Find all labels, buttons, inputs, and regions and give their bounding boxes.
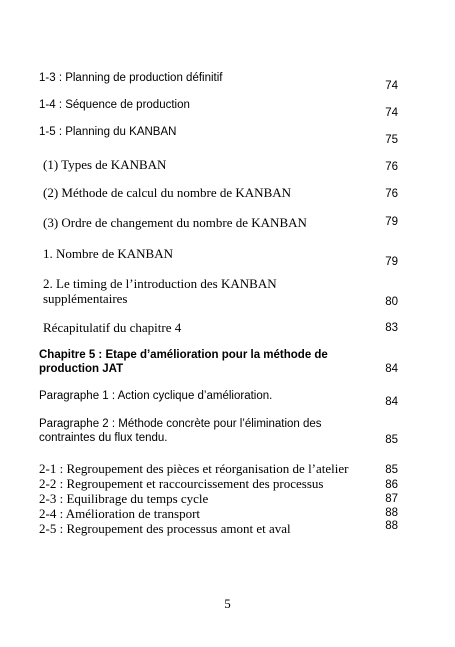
toc-entry-paragraphe2-line1: Paragraphe 2 : Méthode concrète pour l’élimination des (39, 418, 322, 430)
toc-page-paragraphe1: 84 (385, 396, 398, 408)
toc-page-2-2: 86 (385, 479, 398, 491)
toc-chapter5-line2: production JAT (39, 363, 124, 375)
toc-page-1-5: 75 (385, 134, 398, 146)
toc-page-1-4: 74 (385, 107, 398, 119)
toc-page-2-5: 88 (385, 520, 398, 532)
toc-entry-methode-calcul: (2) Méthode de calcul du nombre de KANBAN (43, 185, 292, 200)
toc-page-methode-calcul: 76 (385, 188, 398, 200)
toc-page-chapter5: 84 (385, 363, 398, 375)
toc-entry-recap-ch4: Récapitulatif du chapitre 4 (43, 320, 182, 335)
toc-page-types-kanban: 76 (385, 161, 398, 173)
toc-entry-1-4: 1-4 : Séquence de production (39, 99, 190, 111)
toc-entry-timing-line2: supplémentaires (43, 291, 128, 306)
toc-entry-paragraphe1: Paragraphe 1 : Action cyclique d’amélioration. (39, 390, 273, 402)
toc-entry-types-kanban: (1) Types de KANBAN (43, 157, 167, 172)
toc-entry-2-2: 2-2 : Regroupement et raccourcissement des processus (39, 476, 324, 491)
toc-entry-paragraphe2-line2: contraintes du flux tendu. (39, 432, 168, 444)
toc-entry-2-4: 2-4 : Amélioration de transport (39, 506, 201, 521)
toc-entry-2-5: 2-5 : Regroupement des processus amont et aval (39, 521, 291, 536)
toc-page-2-4: 88 (385, 507, 398, 519)
toc-page-2-3: 87 (385, 493, 398, 505)
toc-entry-1-3: 1-3 : Planning de production définitif (39, 72, 223, 84)
toc-page-nombre-kanban: 79 (385, 256, 398, 268)
page-number: 5 (224, 596, 231, 611)
toc-entry-2-3: 2-3 : Equilibrage du temps cycle (39, 491, 209, 506)
toc-page-ordre-changement: 79 (385, 216, 398, 228)
toc-entry-ordre-changement: (3) Ordre de changement du nombre de KANBAN (43, 215, 307, 230)
toc-page-1-3: 74 (385, 80, 398, 92)
toc-page-timing: 80 (385, 296, 398, 308)
toc-entry-1-5: 1-5 : Planning du KANBAN (39, 126, 177, 138)
toc-page-paragraphe2: 85 (385, 434, 398, 446)
toc-page-recap-ch4: 83 (385, 322, 398, 334)
toc-chapter5-line1: Chapitre 5 : Etape d’amélioration pour la méthode de (39, 349, 328, 361)
toc-page-2-1: 85 (385, 464, 398, 476)
toc-entry-2-1: 2-1 : Regroupement des pièces et réorganisation de l’atelier (39, 461, 349, 476)
toc-entry-nombre-kanban: 1. Nombre de KANBAN (43, 246, 173, 261)
toc-entry-timing-line1: 2. Le timing de l’introduction des KANBAN (43, 276, 277, 291)
